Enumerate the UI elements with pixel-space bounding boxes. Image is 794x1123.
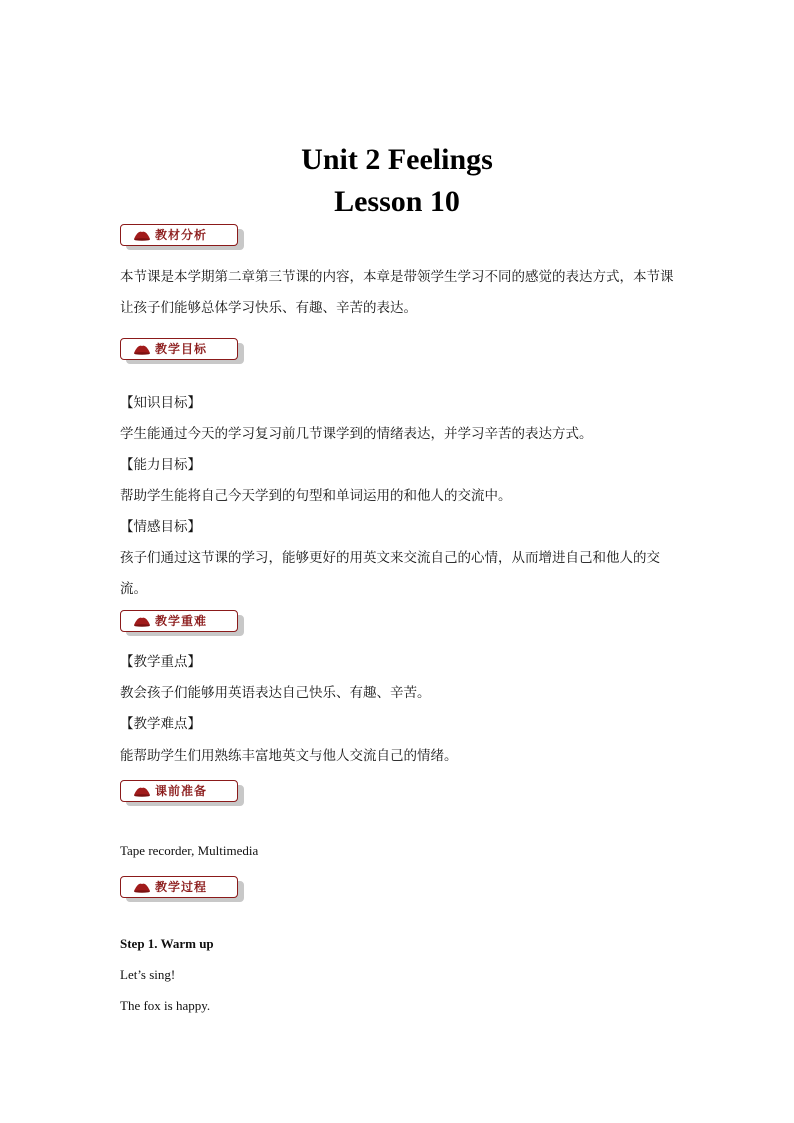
section-label-box [120, 780, 238, 802]
difficulty-text: 能帮助学生们用熟练丰富地英文与他人交流自己的情绪。 [120, 748, 458, 764]
difficulty-heading: 【教学难点】 [120, 716, 201, 732]
section-label-objectives [120, 338, 238, 362]
section-label-text: 教学目标 [155, 342, 208, 356]
preparation-text: Tape recorder, Multimedia [120, 843, 259, 858]
ability-heading: 【能力目标】 [120, 457, 201, 473]
red-mound-icon [133, 881, 151, 893]
section-label-box [120, 876, 238, 898]
step1-heading: Step 1. Warm up [120, 936, 214, 951]
knowledge-text: 学生能通过今天的学习复习前几节课学到的情绪表达，并学习辛苦的表达方式。 [120, 426, 593, 442]
analysis-paragraph: 本节课是本学期第二章第三节课的内容，本章是带领学生学习不同的感觉的表达方式，本节课让孩子们能够总体学习快乐、有趣、辛苦的表达。 [120, 269, 674, 316]
emotion-heading: 【情感目标】 [120, 519, 201, 535]
emotion-text: 孩子们通过这节课的学习，能够更好的用英文来交流自己的心情，从而增进自己和他人的交流。 [120, 550, 660, 597]
ability-text: 帮助学生能将自己今天学到的句型和单词运用的和他人的交流中。 [120, 488, 512, 504]
section-label-text: 教学重难 [155, 614, 208, 628]
section-label-box [120, 610, 238, 632]
section-label-text: 教材分析 [155, 228, 208, 242]
section-label-text: 教学过程 [155, 880, 208, 894]
section-label-box [120, 224, 238, 246]
focus-heading: 【教学重点】 [120, 654, 201, 670]
section-label-key-points [120, 610, 238, 634]
section-label-preparation [120, 780, 238, 804]
section-label-process [120, 876, 238, 900]
document-subtitle: Lesson 10 [334, 185, 460, 218]
focus-text: 教会孩子们能够用英语表达自己快乐、有趣、辛苦。 [120, 685, 431, 701]
red-mound-icon [133, 615, 151, 627]
section-label-text: 课前准备 [155, 784, 208, 798]
knowledge-heading: 【知识目标】 [120, 395, 201, 411]
process-line-2: The fox is happy. [120, 998, 211, 1013]
red-mound-icon [133, 229, 151, 241]
section-label-analysis [120, 224, 238, 248]
process-line-1: Let’s sing! [120, 967, 176, 982]
section-label-box [120, 338, 238, 360]
red-mound-icon [133, 785, 151, 797]
document-title: Unit 2 Feelings [301, 143, 493, 176]
red-mound-icon [133, 343, 151, 355]
